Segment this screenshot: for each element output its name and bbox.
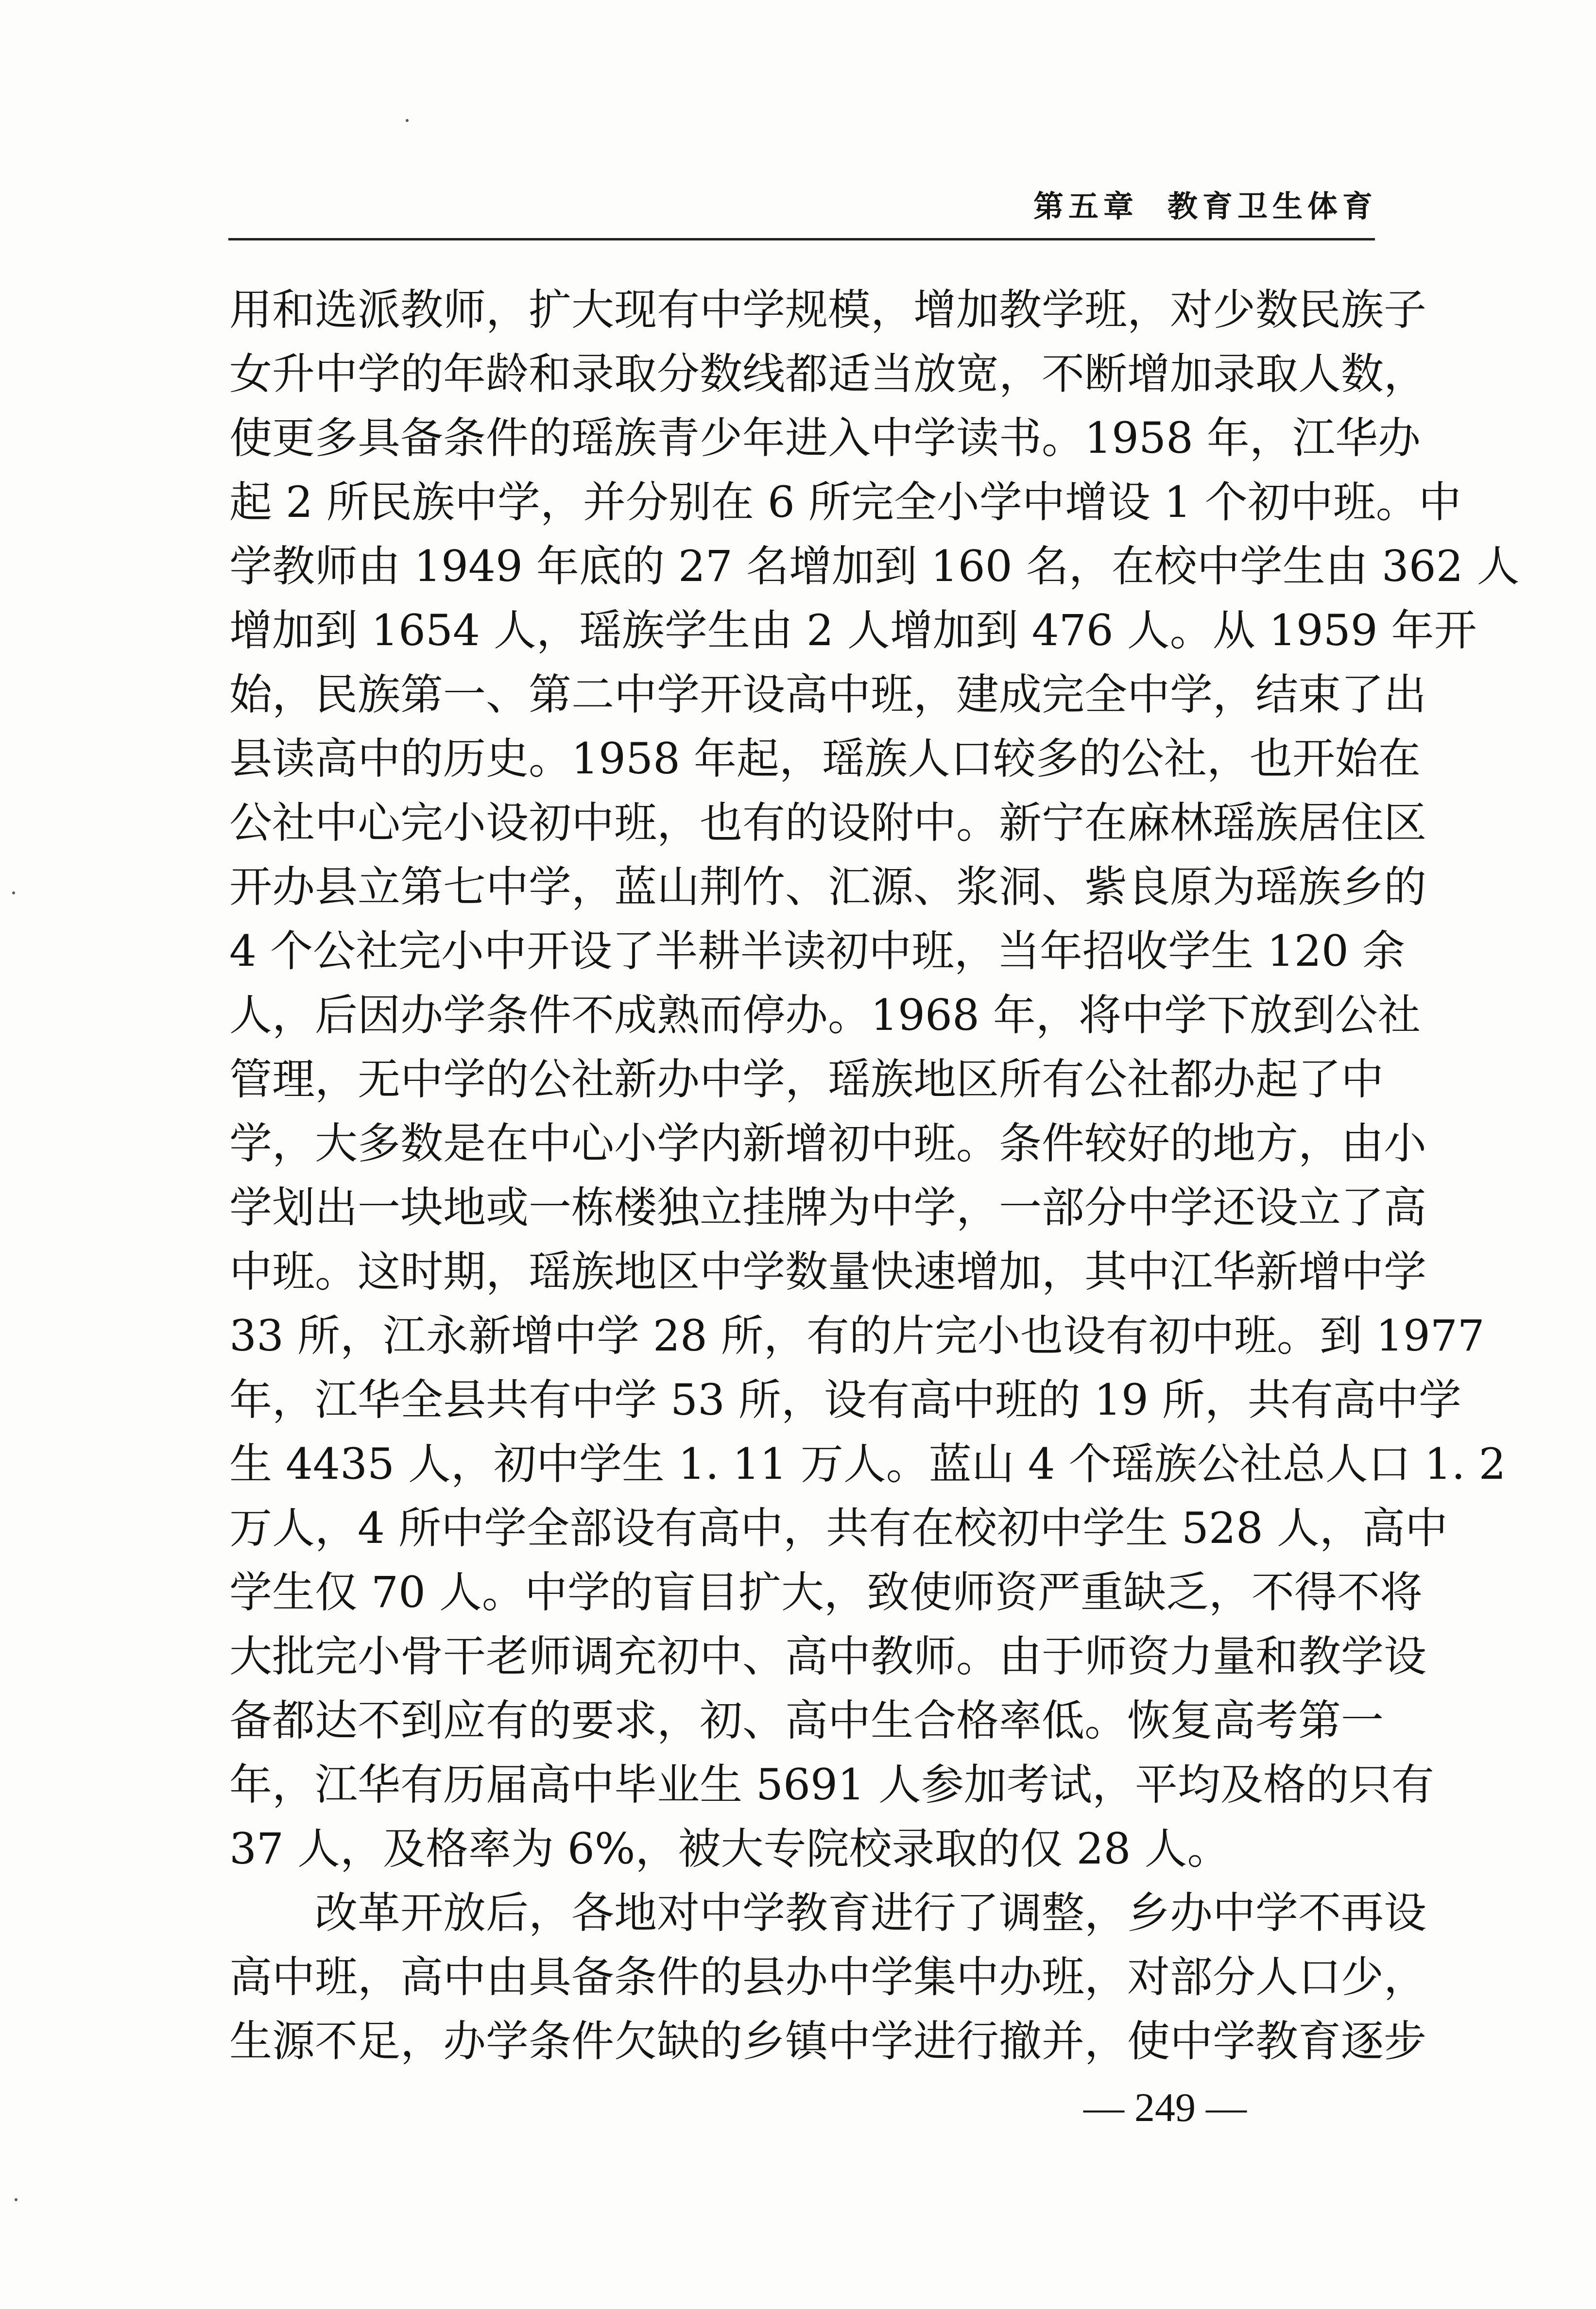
text-line: 人，后因办学条件不成熟而停办。1968 年，将中学下放到公社: [229, 990, 1421, 1040]
text-line: 学生仅 70 人。中学的盲目扩大，致使师资严重缺乏，不得不将: [229, 1567, 1423, 1617]
page-number: — 249 —: [1083, 2085, 1247, 2130]
text-line: 备都达不到应有的要求，初、高中生合格率低。恢复高考第一: [229, 1695, 1384, 1745]
text-line: 始，民族第一、第二中学开设高中班，建成完全中学，结束了出: [229, 669, 1427, 719]
text-line: 4 个公社完小中开设了半耕半读初中班，当年招收学生 120 余: [229, 926, 1405, 976]
header-rule: [228, 238, 1375, 240]
body-text: [229, 278, 1520, 2073]
text-line: 中班。这时期，瑶族地区中学数量快速增加，其中江华新增中学: [229, 1247, 1427, 1297]
text-line: 生 4435 人，初中学生 1. 11 万人。蓝山 4 个瑶族公社总人口 1. 2: [229, 1439, 1506, 1489]
scan-speck: [406, 119, 409, 122]
text-line: 大批完小骨干老师调充初中、高中教师。由于师资力量和教学设: [229, 1631, 1427, 1681]
text-line: 女升中学的年龄和录取分数线都适当放宽，不断增加录取人数，: [229, 349, 1427, 399]
text-line: 增加到 1654 人，瑶族学生由 2 人增加到 476 人。从 1959 年开: [229, 605, 1477, 655]
text-line: 开办县立第七中学，蓝山荆竹、汇源、浆洞、紫良原为瑶族乡的: [229, 862, 1427, 912]
text-line: 学，大多数是在中心小学内新增初中班。条件较好的地方，由小: [229, 1118, 1427, 1168]
scan-speck: [12, 891, 15, 894]
text-line: 33 所，江永新增中学 28 所，有的片完小也设有初中班。到 1977: [229, 1311, 1485, 1361]
text-line: 县读高中的历史。1958 年起，瑶族人口较多的公社，也开始在: [229, 734, 1421, 784]
text-line: 管理，无中学的公社新办中学，瑶族地区所有公社都办起了中: [229, 1054, 1384, 1104]
chapter-title: 教育卫生体育: [1167, 188, 1377, 224]
text-line: 生源不足，办学条件欠缺的乡镇中学进行撤并，使中学教育逐步: [229, 2016, 1427, 2066]
running-header: [1033, 182, 1377, 225]
text-line: 起 2 所民族中学，并分别在 6 所完全小学中增设 1 个初中班。中: [229, 477, 1461, 527]
text-line: 用和选派教师，扩大现有中学规模，增加教学班，对少数民族子: [229, 285, 1427, 335]
text-line: 公社中心完小设初中班，也有的设附中。新宁在麻林瑶族居住区: [229, 798, 1427, 848]
text-line: 年，江华全县共有中学 53 所，设有高中班的 19 所，共有高中学: [229, 1375, 1461, 1425]
text-line: 37 人，及格率为 6%，被大专院校录取的仅 28 人。: [229, 1824, 1230, 1874]
text-line: 万人，4 所中学全部设有高中，共有在校初中学生 528 人，高中: [229, 1503, 1448, 1553]
text-line: 使更多具备条件的瑶族青少年进入中学读书。1958 年，江华办: [229, 413, 1421, 463]
text-line: 年，江华有历届高中毕业生 5691 人参加考试，平均及格的只有: [229, 1760, 1434, 1810]
text-line: 学教师由 1949 年底的 27 名增加到 160 名，在校中学生由 362 人: [229, 541, 1520, 591]
text-line: 改革开放后，各地对中学教育进行了调整，乡办中学不再设: [315, 1888, 1427, 1938]
text-line: 学划出一块地或一栋楼独立挂牌为中学，一部分中学还设立了高: [229, 1182, 1427, 1232]
scan-speck: [15, 2198, 17, 2201]
text-line: 高中班，高中由具备条件的县办中学集中办班，对部分人口少，: [229, 1952, 1427, 2002]
chapter-number: 第五章: [1033, 188, 1138, 224]
